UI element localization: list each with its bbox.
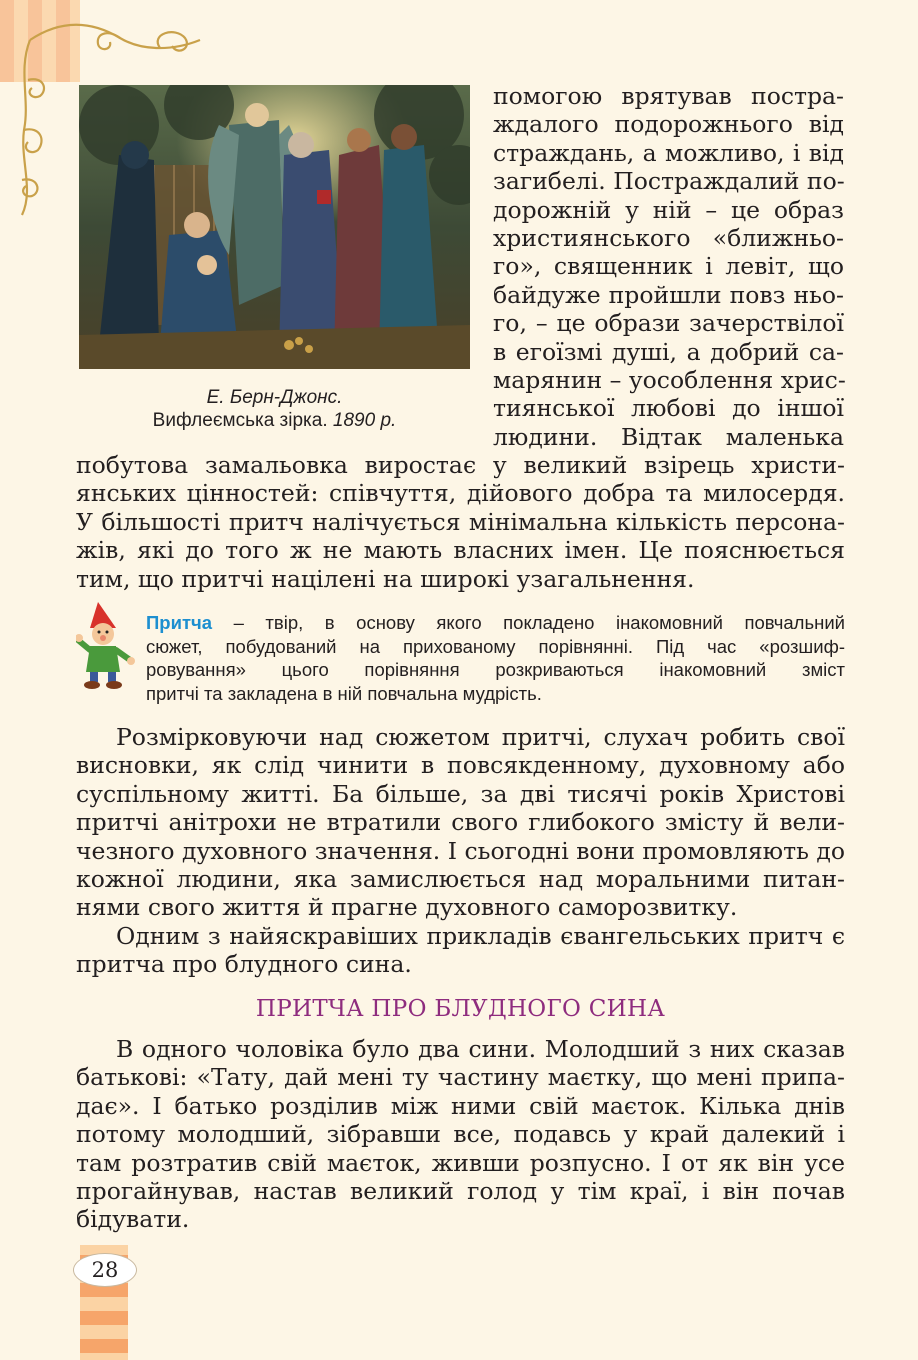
text-line: ждалого подорожнього від xyxy=(493,110,844,139)
definition-box xyxy=(146,611,845,705)
text-line: загибелі. Постраждалий по- xyxy=(493,167,845,196)
text-line: дає». І батько розділив між ними свій маєток. Кілька днів xyxy=(76,1091,845,1120)
text-line: байдуже пройшли повз ньо- xyxy=(493,280,844,309)
text-line: тим, що притчі націлені на широкі узагальнення. xyxy=(76,564,695,593)
text-line: там розтратив свій маєток, живши розпусно. І от як він усе xyxy=(76,1148,845,1177)
text-line: страждань, а можливо, і від xyxy=(493,138,844,167)
gnome-mascot-icon xyxy=(76,600,138,690)
text-line: християнського «ближньо- xyxy=(493,223,844,252)
text-line: дорожній у ній – це образ xyxy=(493,195,844,224)
definition-line: сюжет, побудований на прихованому порівнянні. Під час «розшиф- xyxy=(146,635,845,657)
definition-line: притчі та закладена в ній повчальна мудрість. xyxy=(146,682,542,704)
text-line: потому молодший, зібравши все, подавсь у край далекий і xyxy=(76,1120,845,1149)
text-line: кожної людини, яка замислюється над моральними питан- xyxy=(76,864,845,893)
paragraph-example xyxy=(76,922,845,979)
text-line: В одного чоловіка було два сини. Молодший з них сказав xyxy=(116,1035,845,1063)
text-line: янських цінностей: співчуття, дійового добра та милосердя. xyxy=(76,479,845,508)
text-line: помогою врятував постра- xyxy=(493,82,844,110)
text-line: го, – це образи зачерствілої xyxy=(493,309,844,338)
paragraph-parable xyxy=(76,1035,845,1234)
caption-title: Вифлеємська зірка. xyxy=(152,410,328,431)
text-line: притча про блудного сина. xyxy=(76,950,412,979)
text-line: Одним з найяскравіших прикладів євангельських притч є xyxy=(116,922,845,950)
text-line: У більшості притч налічується мінімальна кількість персона- xyxy=(76,507,845,536)
definition-term: Притча xyxy=(146,612,213,633)
text-line: суспільному житті. Ба більше, за дві тисячі років Христові xyxy=(76,779,845,808)
text-line: в егоїзмі душі, а добрий са- xyxy=(493,337,844,366)
text-line: батькові: «Тату, дай мені ту частину маєтку, що мені припа- xyxy=(76,1063,845,1092)
definition-text: – твір, в основу якого покладено інакомовний повчальний xyxy=(212,612,845,633)
text-line: притчі анітрохи не втратили свого глибокого змісту й вели- xyxy=(76,808,845,837)
text-line: бідувати. xyxy=(76,1205,190,1234)
text-line: нями свого життя й прагне духовного саморозвитку. xyxy=(76,893,738,922)
painting-star-of-bethlehem xyxy=(79,85,470,369)
definition-line: ровування» цього порівняння розкриваються інакомовний зміст xyxy=(146,659,845,680)
caption-author: Е. Берн-Джонс. xyxy=(206,387,343,408)
text-line: тиянської любові до іншої xyxy=(493,394,844,423)
text-line: Розмірковуючи над сюжетом притчі, слухач робить свої xyxy=(116,723,845,751)
text-line: прогайнував, настав великий голод у тім краї, і він почав xyxy=(76,1176,845,1205)
text-line: побутова замальовка виростає у великий взірець христи- xyxy=(76,451,845,479)
definition-line xyxy=(146,611,845,635)
text-line: марянин – уособлення хрис- xyxy=(493,365,846,394)
text-line: чезного духовного значення. І сьогодні вони промовляють до xyxy=(76,836,845,865)
caption-year: 1890 р. xyxy=(332,410,397,431)
paragraph-continuation xyxy=(76,451,845,593)
painting-caption xyxy=(79,386,470,432)
text-line: жів, які до того ж не мають власних імен. Це пояснюється xyxy=(76,536,845,565)
paragraph-reflection xyxy=(76,723,845,922)
right-column-text xyxy=(493,82,844,451)
text-line: людини. Відтак маленька xyxy=(493,422,844,451)
page-number: 28 xyxy=(73,1253,137,1287)
text-line: висновки, як слід чинити в повсякденному, духовному або xyxy=(76,751,845,780)
section-title: ПРИТЧА ПРО БЛУДНОГО СИНА xyxy=(255,996,666,1022)
text-line: го», священник і левіт, що xyxy=(493,252,844,281)
